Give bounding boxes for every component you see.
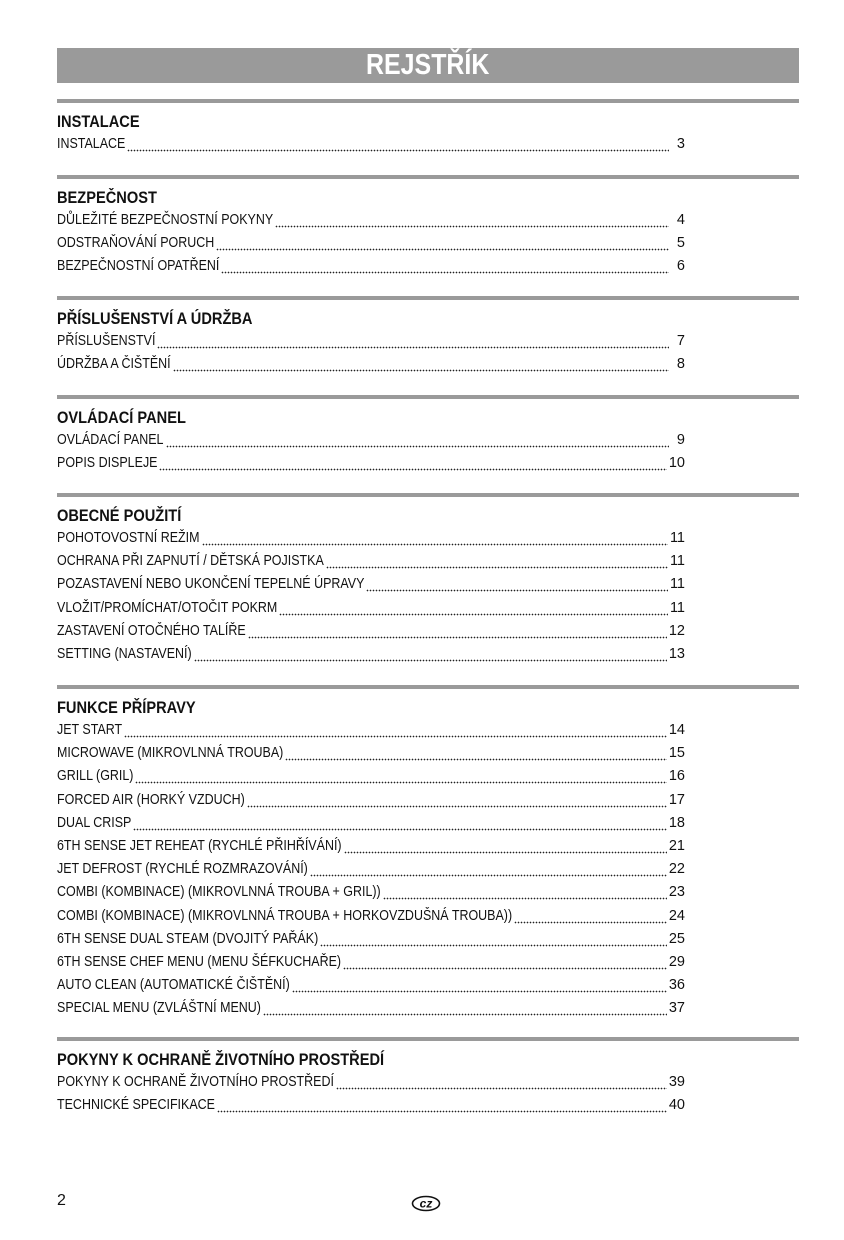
toc-entry[interactable] bbox=[57, 997, 685, 1020]
toc-entry-page: 15 bbox=[668, 745, 685, 762]
section-heading: OBECNÉ POUŽITÍ bbox=[57, 506, 182, 525]
toc-entry-label: AUTO CLEAN (AUTOMATICKÉ ČIŠTĚNÍ) bbox=[57, 977, 290, 994]
toc-entry-page: 29 bbox=[668, 953, 685, 970]
toc-entry[interactable] bbox=[57, 573, 685, 596]
dot-leader bbox=[263, 997, 667, 1020]
toc-entry-page: 9 bbox=[676, 432, 685, 448]
toc-entry-label: JET START bbox=[57, 722, 123, 738]
dot-leader bbox=[157, 330, 669, 353]
toc-entry-page: 39 bbox=[668, 1074, 685, 1090]
toc-entry-label: POHOTOVOSTNÍ REŽIM bbox=[57, 530, 200, 546]
section-heading: PŘÍSLUŠENSTVÍ A ÚDRŽBA bbox=[57, 309, 253, 328]
toc-entry-label: POKYNY K OCHRANĚ ŽIVOTNÍHO PROSTŘEDÍ bbox=[57, 1074, 334, 1090]
language-badge-icon bbox=[411, 1195, 441, 1212]
dot-leader bbox=[248, 620, 667, 643]
toc-entry-label: 6TH SENSE DUAL STEAM (DVOJITÝ PAŘÁK) bbox=[57, 930, 319, 947]
toc-entry-page: 7 bbox=[676, 333, 685, 349]
dot-leader bbox=[383, 881, 667, 904]
toc-entry-label: POPIS DISPLEJE bbox=[57, 455, 158, 472]
dot-leader bbox=[310, 858, 667, 881]
toc-entry[interactable] bbox=[57, 550, 685, 573]
toc-entry-page: 25 bbox=[668, 930, 685, 947]
page-title: REJSTŘÍK bbox=[57, 48, 799, 83]
section-divider bbox=[57, 99, 799, 103]
toc-entry[interactable] bbox=[57, 330, 685, 353]
toc-entry-label: DŮLEŽITÉ BEZPEČNOSTNÍ POKYNY bbox=[57, 212, 274, 228]
dot-leader bbox=[320, 928, 667, 951]
toc-entry-label: ZASTAVENÍ OTOČNÉHO TALÍŘE bbox=[57, 622, 246, 639]
toc-entry-page: 18 bbox=[668, 814, 685, 831]
toc-entry-page: 11 bbox=[669, 530, 685, 546]
toc-entry[interactable] bbox=[57, 881, 685, 904]
section-heading: OVLÁDACÍ PANEL bbox=[57, 408, 186, 427]
toc-entry-label: JET DEFROST (RYCHLÉ ROZMRAZOVÁNÍ) bbox=[57, 861, 308, 878]
section-heading: FUNKCE PŘÍPRAVY bbox=[57, 698, 196, 717]
toc-entry-page: 12 bbox=[668, 622, 685, 639]
toc-entry-label: OVLÁDACÍ PANEL bbox=[57, 432, 164, 448]
section-divider bbox=[57, 685, 799, 689]
toc-entry-page: 4 bbox=[676, 212, 685, 228]
toc-entry[interactable] bbox=[57, 620, 685, 643]
dot-leader bbox=[221, 255, 669, 278]
dot-leader bbox=[173, 353, 669, 376]
toc-entry-page: 40 bbox=[668, 1097, 685, 1114]
toc-entry-page: 14 bbox=[668, 722, 685, 738]
page-number: 2 bbox=[57, 1192, 66, 1209]
toc-entry[interactable] bbox=[57, 719, 685, 742]
toc-entry-page: 3 bbox=[676, 136, 685, 152]
dot-leader bbox=[292, 974, 667, 997]
toc-entry[interactable] bbox=[57, 597, 685, 620]
toc-entry-label: FORCED AIR (HORKÝ VZDUCH) bbox=[57, 791, 245, 808]
toc-entry-label: POZASTAVENÍ NEBO UKONČENÍ TEPELNÉ ÚPRAVY bbox=[57, 576, 365, 593]
dot-leader bbox=[336, 1071, 667, 1094]
dot-leader bbox=[135, 765, 666, 788]
section-divider bbox=[57, 175, 799, 179]
toc-entry-page: 11 bbox=[669, 576, 685, 593]
toc-entry-page: 22 bbox=[668, 861, 685, 878]
toc-entry-label: COMBI (KOMBINACE) (MIKROVLNNÁ TROUBA + HORKOVZDUŠNÁ TROUBA)) bbox=[57, 907, 513, 924]
toc-entry-label: 6TH SENSE CHEF MENU (MENU ŠÉFKUCHAŘE) bbox=[57, 953, 342, 970]
dot-leader bbox=[166, 429, 670, 452]
dot-leader bbox=[133, 812, 666, 835]
dot-leader bbox=[202, 527, 668, 550]
dot-leader bbox=[326, 550, 668, 573]
section-heading: BEZPEČNOST bbox=[57, 188, 157, 207]
toc-entry[interactable] bbox=[57, 905, 685, 928]
toc-entry[interactable] bbox=[57, 835, 685, 858]
toc-entry-label: VLOŽIT/PROMÍCHAT/OTOČIT POKRM bbox=[57, 599, 278, 616]
toc-entry-label: SPECIAL MENU (ZVLÁŠTNÍ MENU) bbox=[57, 1000, 261, 1017]
toc-section bbox=[57, 1037, 799, 1117]
dot-leader bbox=[159, 452, 666, 475]
toc-entry-page: 16 bbox=[668, 768, 685, 785]
toc-entry-page: 10 bbox=[668, 455, 685, 472]
toc-entry-page: 36 bbox=[668, 977, 685, 994]
toc-entry-label: ODSTRAŇOVÁNÍ PORUCH bbox=[57, 235, 215, 252]
toc-entry[interactable] bbox=[57, 974, 685, 997]
toc-entry-label: PŘÍSLUŠENSTVÍ bbox=[57, 333, 156, 349]
dot-leader bbox=[216, 232, 669, 255]
dot-leader bbox=[514, 905, 667, 928]
toc-entry[interactable] bbox=[57, 1071, 685, 1094]
toc-entry-label: COMBI (KOMBINACE) (MIKROVLNNÁ TROUBA + GRIL)) bbox=[57, 884, 381, 901]
dot-leader bbox=[366, 573, 668, 596]
dot-leader bbox=[247, 789, 667, 812]
toc-entry[interactable] bbox=[57, 527, 685, 550]
toc-entry[interactable] bbox=[57, 928, 685, 951]
toc-section bbox=[57, 493, 799, 666]
language-code: cz bbox=[419, 1196, 433, 1211]
dot-leader bbox=[285, 742, 667, 765]
toc-entry-page: 11 bbox=[669, 599, 685, 616]
toc-entry-label: TECHNICKÉ SPECIFIKACE bbox=[57, 1097, 215, 1114]
toc-entry[interactable] bbox=[57, 812, 685, 835]
dot-leader bbox=[343, 951, 667, 974]
dot-leader bbox=[217, 1094, 667, 1117]
toc-entry-page: 23 bbox=[668, 884, 685, 901]
dot-leader bbox=[279, 597, 668, 620]
toc-entry[interactable] bbox=[57, 452, 685, 475]
toc-entry[interactable] bbox=[57, 1094, 685, 1117]
toc-entry-label: SETTING (NASTAVENÍ) bbox=[57, 645, 192, 662]
dot-leader bbox=[275, 209, 669, 232]
toc-entry[interactable] bbox=[57, 429, 685, 452]
toc-entry-page: 37 bbox=[668, 1000, 685, 1017]
toc-entry-label: GRILL (GRIL) bbox=[57, 768, 134, 785]
dot-leader bbox=[124, 719, 667, 742]
toc-entry-page: 11 bbox=[669, 553, 685, 570]
section-heading: INSTALACE bbox=[57, 112, 140, 131]
toc-entry-page: 24 bbox=[668, 907, 685, 924]
toc-entry[interactable] bbox=[57, 133, 685, 156]
toc-entry[interactable] bbox=[57, 789, 685, 812]
dot-leader bbox=[127, 133, 669, 156]
toc-entry-page: 5 bbox=[676, 235, 685, 252]
section-divider bbox=[57, 1037, 799, 1041]
toc-entry-label: ÚDRŽBA A ČIŠTĚNÍ bbox=[57, 356, 171, 373]
toc-entry-page: 13 bbox=[668, 645, 685, 662]
toc-entry-label: DUAL CRISP bbox=[57, 814, 132, 831]
toc-entry[interactable] bbox=[57, 858, 685, 881]
toc-section bbox=[57, 395, 799, 475]
toc-section bbox=[57, 296, 799, 376]
toc-section bbox=[57, 99, 799, 156]
toc-entry-label: INSTALACE bbox=[57, 136, 126, 152]
section-divider bbox=[57, 296, 799, 300]
toc-entry-page: 17 bbox=[668, 791, 685, 808]
toc-entry[interactable] bbox=[57, 209, 685, 232]
toc-entry[interactable] bbox=[57, 232, 685, 255]
toc-entry-label: BEZPEČNOSTNÍ OPATŘENÍ bbox=[57, 258, 220, 275]
toc-entry-label: 6TH SENSE JET REHEAT (RYCHLÉ PŘIHŘÍVÁNÍ) bbox=[57, 837, 342, 854]
toc-entry[interactable] bbox=[57, 643, 685, 666]
toc-entry[interactable] bbox=[57, 951, 685, 974]
toc-entry-page: 21 bbox=[668, 837, 685, 854]
toc-entry[interactable] bbox=[57, 353, 685, 376]
toc-section bbox=[57, 685, 799, 1020]
dot-leader bbox=[194, 643, 667, 666]
toc-entry-page: 6 bbox=[676, 258, 685, 275]
toc-entry[interactable] bbox=[57, 742, 685, 765]
toc-entry-label: OCHRANA PŘI ZAPNUTÍ / DĚTSKÁ POJISTKA bbox=[57, 553, 324, 570]
toc-entry[interactable] bbox=[57, 255, 685, 278]
section-heading: POKYNY K OCHRANĚ ŽIVOTNÍHO PROSTŘEDÍ bbox=[57, 1050, 385, 1069]
toc-entry[interactable] bbox=[57, 765, 685, 788]
toc-entry-page: 8 bbox=[676, 356, 685, 373]
toc-entry-label: MICROWAVE (MIKROVLNNÁ TROUBA) bbox=[57, 745, 284, 762]
dot-leader bbox=[344, 835, 667, 858]
section-divider bbox=[57, 493, 799, 497]
section-divider bbox=[57, 395, 799, 399]
toc-section bbox=[57, 175, 799, 279]
